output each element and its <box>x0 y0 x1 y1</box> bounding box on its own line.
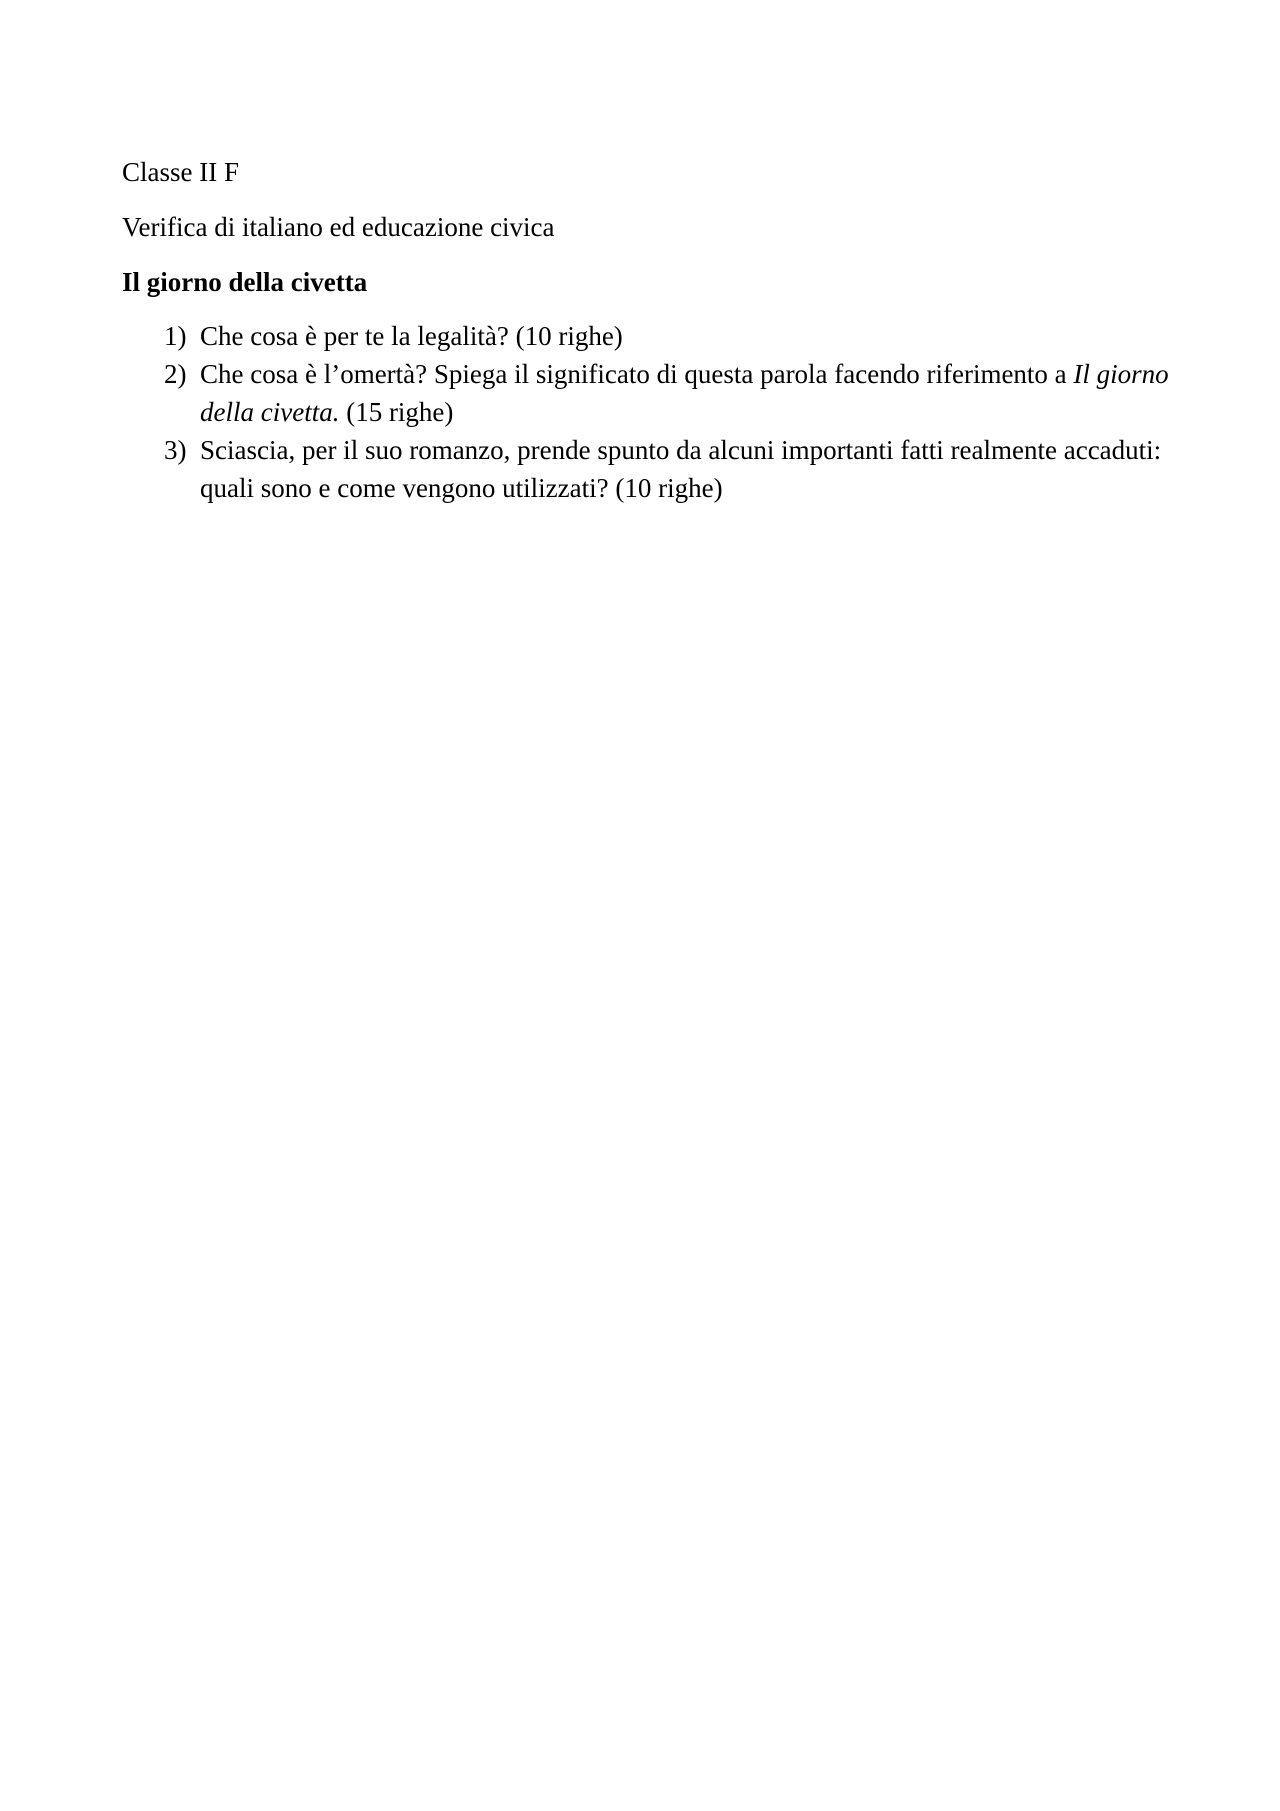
question-item <box>122 431 1172 507</box>
question-number-label: 3) <box>164 435 187 465</box>
question-item <box>122 355 1172 431</box>
document-title: Il giorno della civetta <box>122 267 368 297</box>
question-text-part: Che cosa è l’omertà? Spiega il significato di questa parola facendo riferimento a <box>200 359 1074 389</box>
question-text: Che cosa è per te la legalità? (10 righe) <box>200 321 623 351</box>
class-line: Classe II F <box>122 157 239 187</box>
question-text: Sciascia, per il suo romanzo, prende spunto da alcuni importanti fatti realmente accaduti: quali sono e come vengono utilizzati? (10 righe) <box>200 435 1162 503</box>
question-number <box>122 355 200 431</box>
question-number <box>122 431 200 507</box>
question-number-label: 2) <box>164 359 187 389</box>
subject-line: Verifica di italiano ed educazione civica <box>122 212 555 242</box>
question-item <box>122 317 1172 355</box>
question-text <box>200 355 1172 431</box>
question-number <box>122 317 200 355</box>
document-body <box>122 153 1172 507</box>
question-list <box>122 317 1172 507</box>
novel-title-italic: Il giorno della civetta. <box>200 359 1169 427</box>
question-number-label: 1) <box>164 321 187 351</box>
question-text-part: (15 righe) <box>339 397 454 427</box>
